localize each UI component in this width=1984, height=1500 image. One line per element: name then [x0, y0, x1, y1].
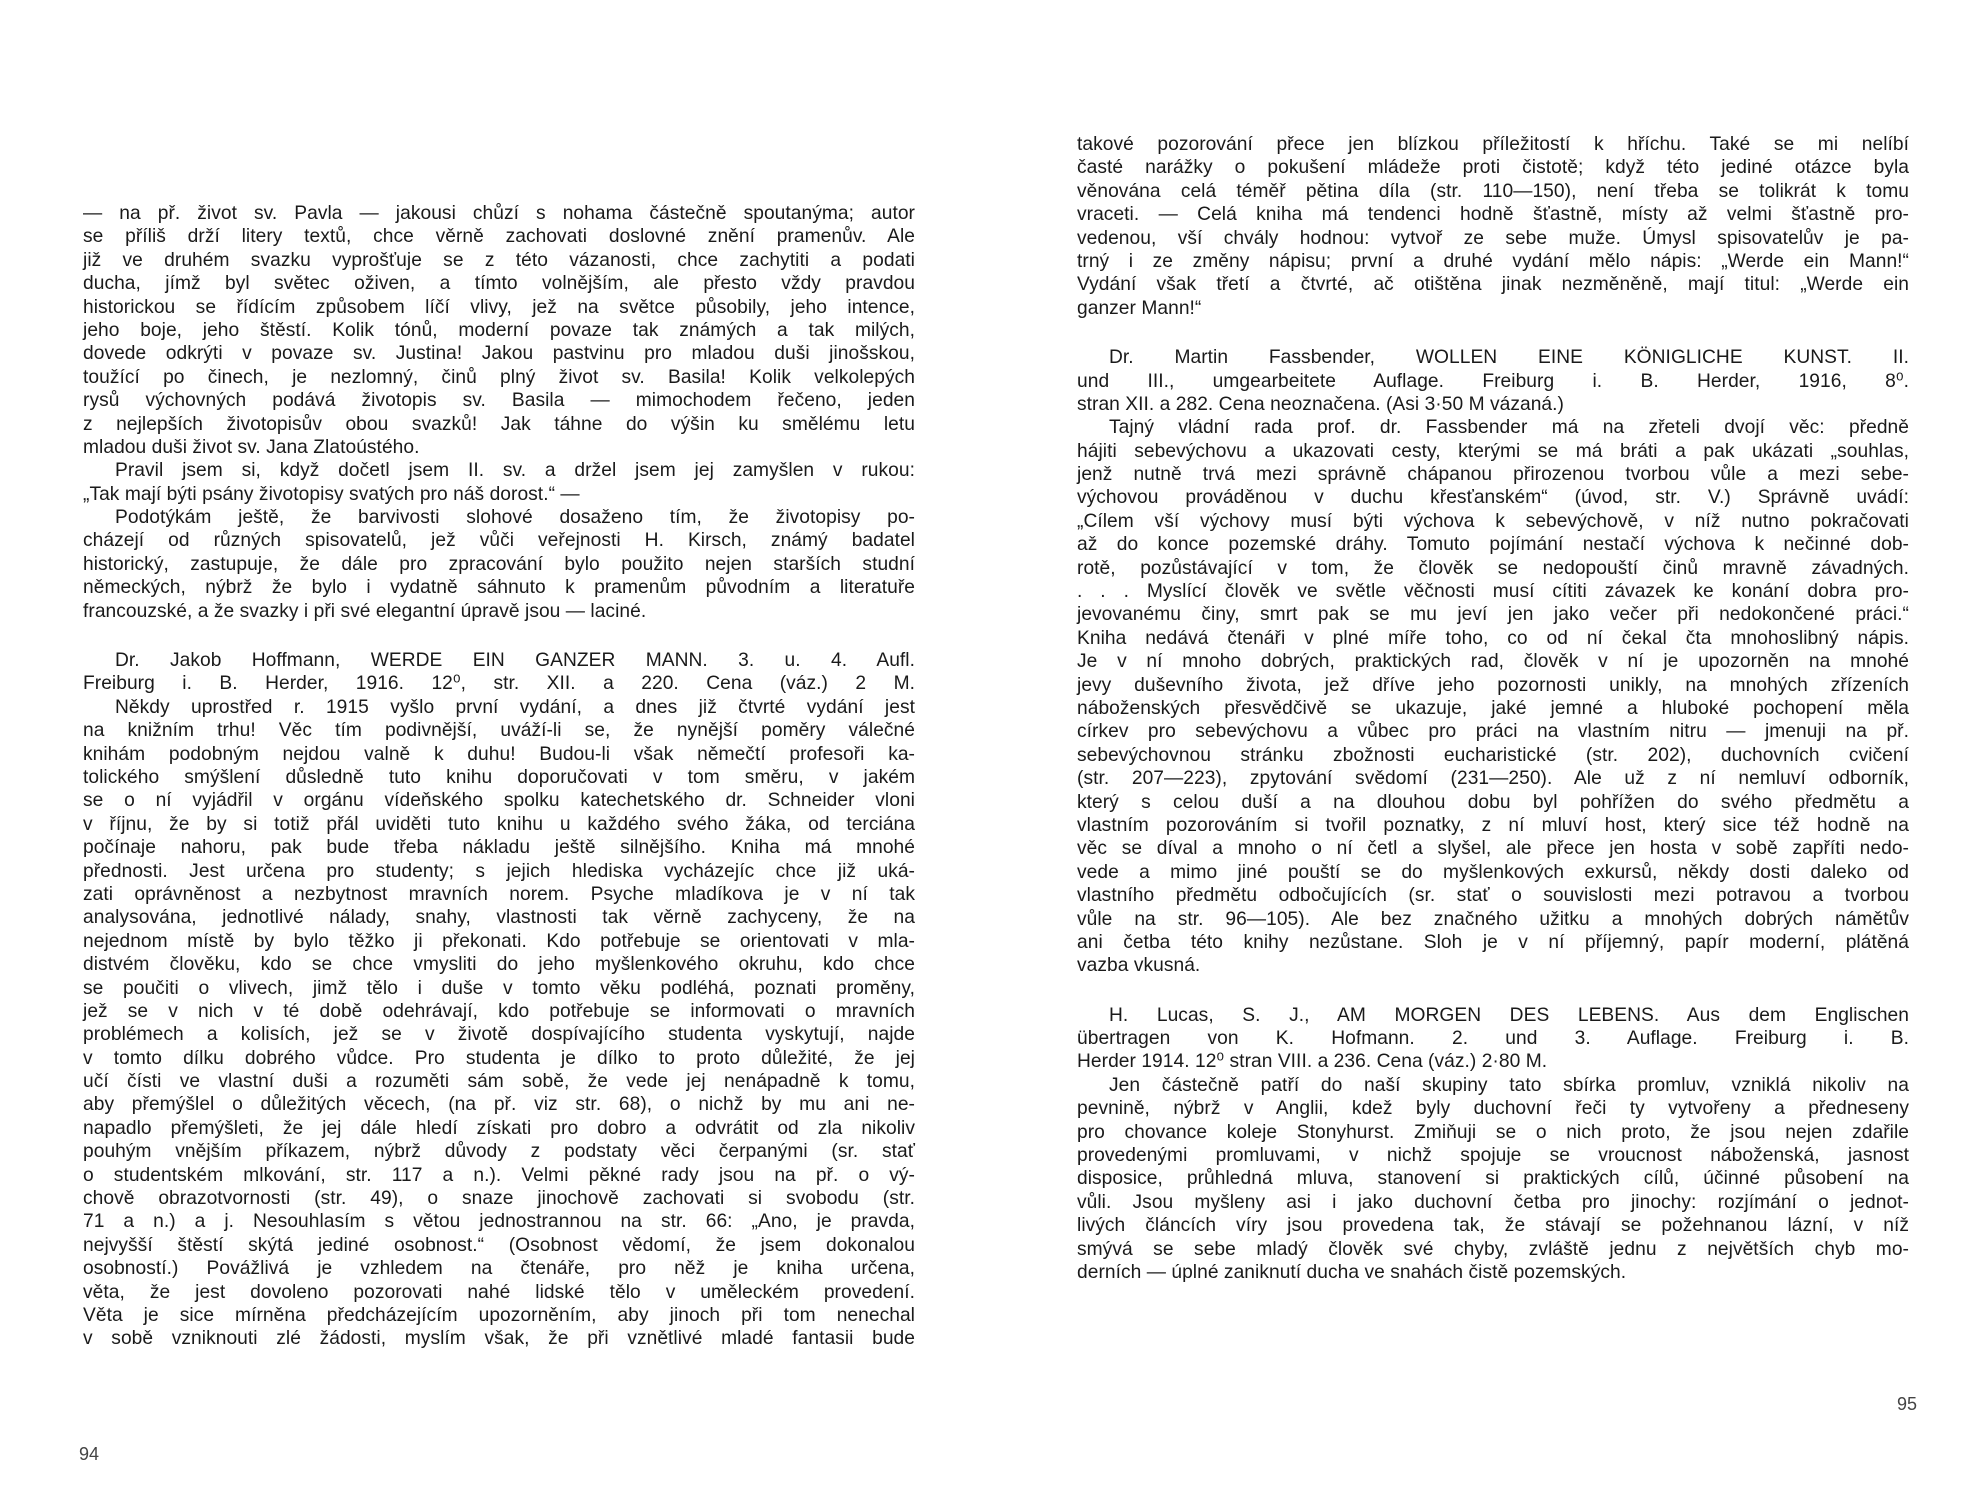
text-line: se o ní vyjádřil v orgánu vídeňského spolku katechetského dr. Schneider vloni [83, 790, 915, 812]
text-line: již ve druhém svazku vyprošťuje se z této vázanosti, chce zachytiti a podati [83, 249, 915, 271]
text-line: jež se v nich v té době odehrávají, kdo potřebuje se informovati o mravních [83, 1000, 915, 1022]
text-line: smývá se sebe mladý člověk své chyby, zvláště jednu z největších chyb mo- [1077, 1238, 1909, 1260]
text-line: nejvyšší štěstí skýtá jediné osobnost.“ (Osobnost vědomí, že jsem dokonalou [83, 1234, 915, 1256]
text-line: ganzer Mann!“ [1077, 297, 1202, 319]
text-line: vede a mimo jiné pouští se do myšlenkových exkursů, někdy dosti daleko od [1077, 861, 1909, 883]
text-line: (str. 207—223), zpytování svědomí (231—250). Ale už z ní nemluví odborník, [1077, 768, 1909, 790]
section-gap [1077, 978, 1909, 1004]
text-line: derních — úplné zaniknutí ducha ve snahách čistě pozemských. [1077, 1261, 1627, 1283]
text-line: časté narážky o pokušení mládeže proti čistotě; když této jediné otázce byla [1077, 157, 1909, 179]
text-line: o studentském mlkování, str. 117 a n.). Velmi pěkné rady jsou na př. o vý- [83, 1164, 915, 1186]
text-line: Vydání však třetí a čtvrté, ač otištěna jinak nezměněně, mají titul: „Werde ein [1077, 274, 1909, 296]
text-line: dovede odkrýti v povaze sv. Justina! Jakou pastvinu pro mladou duši jinošskou, [83, 343, 915, 365]
text-line: tolického smýšlení důsledně tuto knihu doporučovati v tom směru, v jakém [83, 766, 915, 788]
book-heading: Herder 1914. 12⁰ stran VIII. a 236. Cena (váz.) 2·80 M. [1077, 1051, 1548, 1073]
page-number: 94 [79, 1444, 100, 1464]
book-heading: Dr. Jakob Hoffmann, WERDE EIN GANZER MANN. 3. u. 4. Aufl. [115, 650, 915, 672]
section-gap [1077, 320, 1909, 346]
text-line: německých, nýbrž že bylo i vydatně sáhnuto k pramenům původním a literatuře [83, 577, 915, 599]
text-line: problémech a kolisích, jež se v životě dospívajícího studenta vyskytují, najde [83, 1024, 915, 1046]
text-line: rysů výchovných podává životopis sv. Basila — mimochodem řečeno, jeden [83, 390, 915, 412]
text-line: rotě, pozůstávající v tom, že člověk se nedopouští činů mravně závadných. [1077, 557, 1909, 579]
text-line: „Cílem vší výchovy musí býti výchova k sebevýchově, v níž nutno pokračovati [1077, 510, 1909, 532]
text-line: historický, zastupuje, že dále pro zpracování bylo použito nejen starších studní [83, 553, 915, 575]
text-line: osobností.) Povážlivá je vzhledem na čtenáře, pro něž je kniha určena, [83, 1258, 915, 1280]
right-page [992, 0, 1984, 1500]
text-line: vraceti. — Celá kniha má tendenci hodně šťastně, místy až velmi šťastně pro- [1077, 204, 1909, 226]
text-line: pevnině, nýbrž v Anglii, kdež byly duchovní řeči ty vytvořeny a předneseny [1077, 1098, 1909, 1120]
text-line: Podotýkám ještě, že barvivosti slohové dosaženo tím, že životopisy po- [115, 507, 915, 529]
text-line: toužící po činech, je nezlomný, činů plný život sv. Basila! Kolik velkolepých [83, 366, 915, 388]
text-line: — na př. život sv. Pavla — jakousi chůzí s nohama částečně spoutanýma; autor [83, 203, 915, 224]
text-line: Věta je sice mírněna předcházejícím upozorněním, aby jinoch při tom nenechal [83, 1304, 915, 1326]
text-line: zati oprávněnost a nezbytnost mravních norem. Psyche mladíkova je v ní tak [83, 883, 915, 905]
text-line: mladou duši život sv. Jana Zlatoústého. [83, 436, 420, 458]
text-line: napadlo přemýšleti, že jej dále hledí získati pro dobro a odvrátit od zla nikoliv [83, 1117, 915, 1139]
text-line: který s celou duší a na dlouhou dobu byl pohřížen do svého předmětu a [1077, 791, 1909, 813]
text-line: se příliš drží litery textů, chce věrně zachovati doslovné znění pramenův. Ale [83, 226, 915, 248]
book-heading: Freiburg i. B. Herder, 1916. 12⁰, str. XII. a 220. Cena (váz.) 2 M. [83, 673, 915, 695]
text-line: . . . Myslící člověk ve světle věčnosti musí cítiti závazek ke konání dobra pro- [1077, 581, 1909, 603]
text-line: sebevýchovnou stránku zbožnosti eucharistické (str. 202), duchovních cvičení [1077, 744, 1909, 766]
text-line: cházejí od různých spisovatelů, jež vůči veřejnosti H. Kirsch, známý badatel [83, 530, 915, 552]
text-line: jenž nutně trvá mezi správně chápanou přirozenou tvorbou vůle a mezi sebe- [1077, 464, 1909, 486]
text-line: věta, že jest dovoleno pozorovati nahé lidské tělo v uměleckém provedení. [83, 1281, 915, 1303]
left-page-text [83, 202, 915, 1351]
text-line: jeho boje, jeho štěstí. Kolik tónů, moderní povaze tak známých a tak milých, [83, 319, 915, 341]
text-line: náboženských přesvědčivě se ukazuje, jaké jemné a hluboké pochopení měla [1077, 697, 1909, 719]
text-line: Tajný vládní rada prof. dr. Fassbender má na zřeteli dvojí věc: předně [1109, 417, 1909, 439]
text-line: provedenými promluvami, v nichž spojuje se vroucnost náboženská, jasnost [1077, 1145, 1909, 1167]
page-number: 95 [1897, 1394, 1918, 1414]
text-line: se poučiti o vlivech, jimž tělo i duše v tomto věku podléhá, poznati proměny, [83, 977, 915, 999]
text-line: vůli. Jsou myšleny asi i jako duchovní četba pro jinochy: rozjímání o jednot- [1077, 1191, 1909, 1213]
book-heading: übertragen von K. Hofmann. 2. und 3. Auflage. Freiburg i. B. [1077, 1028, 1909, 1050]
text-line: vůle na str. 96—105). Ale bez značného užitku a mnohých dobrých námětův [1077, 908, 1909, 930]
text-line: aby přemýšlel o důležitých věcech, (na př. viz str. 68), o nichž by mu ani ne- [83, 1094, 915, 1116]
text-line: vlastního předmětu odbočujících (sr. stať o souvislosti mezi potravou a tvorbou [1077, 885, 1909, 907]
text-line: livých článcích víry jsou provedena tak, že stávají se požehnanou lázní, v níž [1077, 1215, 1909, 1237]
text-line: Pravil jsem si, když dočetl jsem II. sv. a držel jsem jej zamyšlen v rukou: [115, 460, 915, 482]
section-gap [83, 623, 915, 649]
text-line: výchovou prováděnou v duchu křesťanském“ (úvod, str. V.) Správně uvádí: [1077, 487, 1909, 509]
text-line: chově obrazotvornosti (str. 49), o snaze jinochově zachovati si svobodu (str. [83, 1188, 915, 1210]
text-line: distvém člověku, kdo se chce vmysliti do jeho myšlenkového okruhu, kdo chce [83, 954, 915, 976]
text-line: pro chovance koleje Stonyhurst. Zmiňuji se o nich proto, že jsou nejen zdařile [1077, 1121, 1909, 1143]
text-line: jevy duševního života, jež dříve jeho pozornosti unikly, na mnohých zřízeních [1077, 674, 1909, 696]
text-line: vedenou, vší chvály hodnou: vytvoř ze sebe muže. Úmysl spisovatelův je pa- [1077, 227, 1909, 249]
text-line: Kniha nedává čtenáři v plné míře toho, co od ní čekal čta mnohoslibný nápis. [1077, 627, 1909, 649]
text-line: nejednom místě by bylo těžko ji překonati. Kdo potřebuje se orientovati v mla- [83, 930, 915, 952]
text-line: jevovanému činy, smrt pak se mu jeví jen jako večer při nedokončené práci.“ [1077, 604, 1909, 626]
text-line: 71 a n.) a j. Nesouhlasím s větou jednostrannou na str. 66: „Ano, je pravda, [83, 1211, 915, 1233]
text-line: vlastním pozorováním si tvořil poznatky, z ní mluví host, který sice též hodně na [1077, 814, 1909, 836]
book-heading: Dr. Martin Fassbender, WOLLEN EINE KÖNIGLICHE KUNST. II. [1109, 347, 1909, 369]
text-line: disposice, průhledná mluva, stanovení si praktických cílů, účinné působení na [1077, 1168, 1909, 1190]
text-line: pouhým vnějším příkazem, nýbrž důvody z podstaty věci čerpanými (sr. stať [83, 1141, 915, 1163]
text-line: v sobě vzniknouti zlé žádosti, myslím však, že při vznětlivé mladé fantasii bude [83, 1328, 915, 1350]
text-line: věnována celá téměř pětina díla (str. 110—150), není třeba se tolikrát k tomu [1077, 180, 1909, 202]
book-heading: H. Lucas, S. J., AM MORGEN DES LEBENS. Aus dem Englischen [1109, 1004, 1909, 1026]
text-line: počínaje nahoru, pak bude třeba nákladu ještě silnějšího. Kniha má mnohé [83, 837, 915, 859]
text-line: z nejlepších životopisův obou svazků! Jak táhne do výšin ku smělému letu [83, 413, 915, 435]
right-page-text [1077, 133, 1909, 1284]
text-line: ani četba této knihy nezůstane. Sloh je v ní příjemný, papír moderní, plátěná [1077, 931, 1909, 953]
text-line: v říjnu, že by si totiž přál uviděti tuto knihu u každého svého žáka, od terciána [83, 813, 915, 835]
text-line: Jen částečně patří do naší skupiny tato sbírka promluv, vzniklá nikoliv na [1109, 1074, 1909, 1096]
text-line: hájiti sebevýchovu a ukazovati cesty, kterými se má bráti a pak ukázati „souhlas, [1077, 440, 1909, 462]
text-line: učí čísti ve vlastní duši a rozuměti sám sobě, že vede jej nenápadně k tomu, [83, 1071, 915, 1093]
text-line: vazba vkusná. [1077, 955, 1201, 977]
text-line: knihám podobným nejdou valně k duhu! Budou-li však němečtí profesoři ka- [83, 743, 915, 765]
text-line: historickou se řídícím způsobem líčí vlivy, jež na světce působily, jeho intence, [83, 296, 915, 318]
text-line: církev pro sebevýchovu a vůbec pro práci na vlastním nitru — jmenuji na př. [1077, 721, 1909, 743]
text-line: na knižním trhu! Věc tím podivnější, uváží-li se, že nynější poměry válečné [83, 720, 915, 742]
text-line: až do konce pozemské dráhy. Tomuto pojímání nestačí výchova k nečinné dob- [1077, 534, 1909, 556]
text-line: v tomto dílku dobrého vůdce. Pro studenta je dílko to proto důležité, že jej [83, 1047, 915, 1069]
book-heading: stran XII. a 282. Cena neoznačena. (Asi 3·50 M vázaná.) [1077, 393, 1564, 415]
text-line: „Tak mají býti psány životopisy svatých pro náš dorost.“ — [83, 483, 580, 505]
text-line: Někdy uprostřed r. 1915 vyšlo první vydání, a dnes již čtvrté vydání jest [115, 696, 915, 718]
text-line: přednosti. Jest určena pro studenty; s jejich hlediska vycházejíc chce již uká- [83, 860, 915, 882]
text-line: trný i ze změny nápisu; první a druhé vydání mělo nápis: „Werde ein Mann!“ [1077, 250, 1909, 272]
text-line: analysována, jednotlivé nálady, snahy, vlastnosti tak věrně zachyceny, že na [83, 907, 915, 929]
book-heading: und III., umgearbeitete Auflage. Freiburg i. B. Herder, 1916, 8⁰. [1077, 370, 1909, 392]
text-line: francouzské, a že svazky i při své elegantní úpravě jsou — laciné. [83, 600, 647, 622]
text-line: takové pozorování přece jen blízkou příležitostí k hříchu. Také se mi nelíbí [1077, 134, 1909, 155]
text-line: Je v ní mnoho dobrých, praktických rad, člověk v ní je upozorněn na mnohé [1077, 651, 1909, 673]
text-line: věc se díval a mnoho o ní četl a slyšel, ale přece jen hosta v sobě zapříti nedo- [1077, 838, 1909, 860]
text-line: ducha, jímž byl světec oživen, a tímto volnějším, ale přesto vždy pravdou [83, 273, 915, 295]
